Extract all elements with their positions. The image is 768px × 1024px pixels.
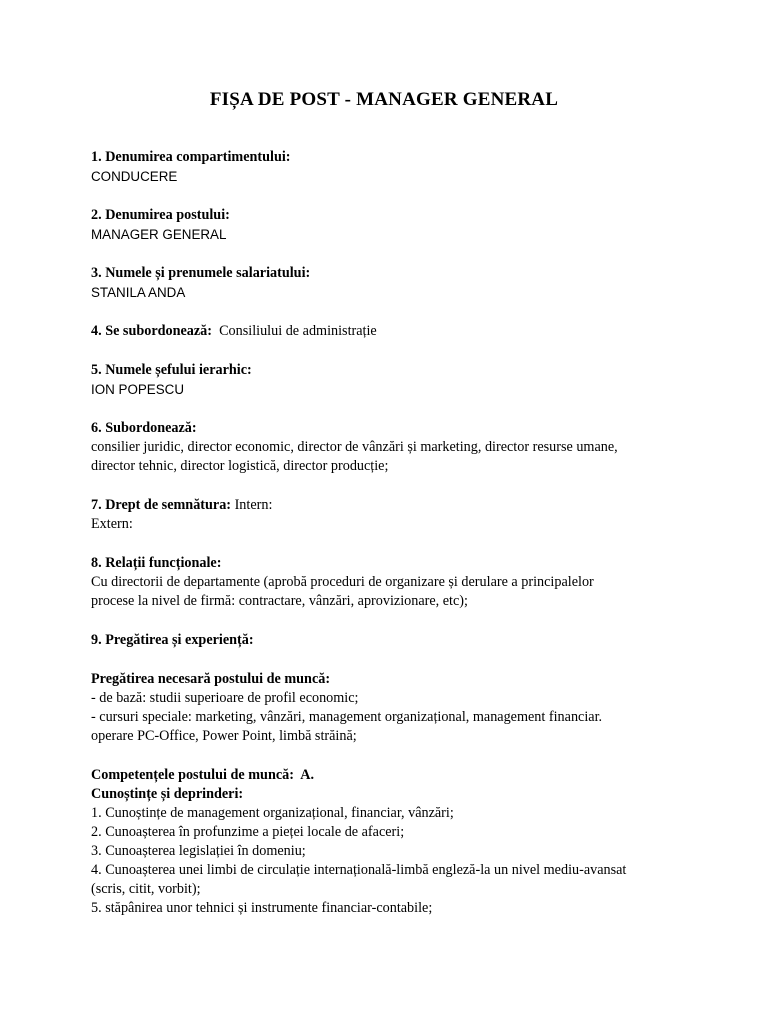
knowledge-heading: Cunoștințe și deprinderi: xyxy=(91,786,244,802)
preparation-line-2: - cursuri speciale: marketing, vânzări, management organizațional, management financiar. xyxy=(91,709,603,725)
preparation-heading: Pregătirea necesară postului de muncă: xyxy=(91,671,331,687)
section-2-heading: 2. Denumirea postului: xyxy=(91,207,230,223)
knowledge-item-3: 3. Cunoașterea legislației în domeniu; xyxy=(91,843,306,859)
knowledge-item-5: 5. stăpânirea unor tehnici și instrumente financiar-contabile; xyxy=(91,900,433,916)
preparation-line-3: operare PC-Office, Power Point, limbă străină; xyxy=(91,728,357,744)
section-4-value: Consiliului de administrație xyxy=(219,323,377,339)
section-8-line-1: Cu directorii de departamente (aprobă proceduri de organizare și derulare a principalelor xyxy=(91,574,594,590)
knowledge-item-4-line-2: (scris, citit, vorbit); xyxy=(91,881,201,897)
section-7-heading: 7. Drept de semnătura: xyxy=(91,497,232,513)
competences-row xyxy=(91,766,314,785)
section-7-intern: Intern: xyxy=(234,497,273,513)
section-3-heading: 3. Numele și prenumele salariatului: xyxy=(91,265,311,281)
section-1-heading: 1. Denumirea compartimentului: xyxy=(91,149,291,165)
section-7-extern: Extern: xyxy=(91,516,133,532)
section-4-heading: 4. Se subordonează: xyxy=(91,323,212,339)
preparation-line-1: - de bază: studii superioare de profil economic; xyxy=(91,690,359,706)
section-8-heading: 8. Relații funcționale: xyxy=(91,555,222,571)
section-5-heading: 5. Numele șefului ierarhic: xyxy=(91,362,252,378)
section-7-row xyxy=(91,496,272,515)
section-9-heading: 9. Pregătirea și experiență: xyxy=(91,632,254,648)
section-2-value: MANAGER GENERAL xyxy=(91,227,227,242)
section-6-line-1: consilier juridic, director economic, director de vânzări și marketing, director resurse umane, xyxy=(91,439,618,455)
competences-heading: Competențele postului de muncă: xyxy=(91,767,294,783)
knowledge-item-1: 1. Cunoștințe de management organizațional, financiar, vânzări; xyxy=(91,805,454,821)
section-8-line-2: procese la nivel de firmă: contractare, vânzări, aprovizionare, etc); xyxy=(91,593,468,609)
competences-marker: A. xyxy=(300,767,315,783)
document-title: FIȘA DE POST - MANAGER GENERAL xyxy=(209,89,559,110)
section-6-line-2: director tehnic, director logistică, director producție; xyxy=(91,458,389,474)
section-4-row xyxy=(91,322,377,341)
section-6-heading: 6. Subordonează: xyxy=(91,420,197,436)
knowledge-item-2: 2. Cunoașterea în profunzime a pieței locale de afaceri; xyxy=(91,824,405,840)
knowledge-item-4-line-1: 4. Cunoașterea unei limbi de circulație internațională-limbă engleză-la un nivel mediu-avansat xyxy=(91,862,627,878)
section-5-value: ION POPESCU xyxy=(91,382,185,397)
section-3-value: STANILA ANDA xyxy=(91,285,186,300)
section-1-value: CONDUCERE xyxy=(91,169,178,184)
